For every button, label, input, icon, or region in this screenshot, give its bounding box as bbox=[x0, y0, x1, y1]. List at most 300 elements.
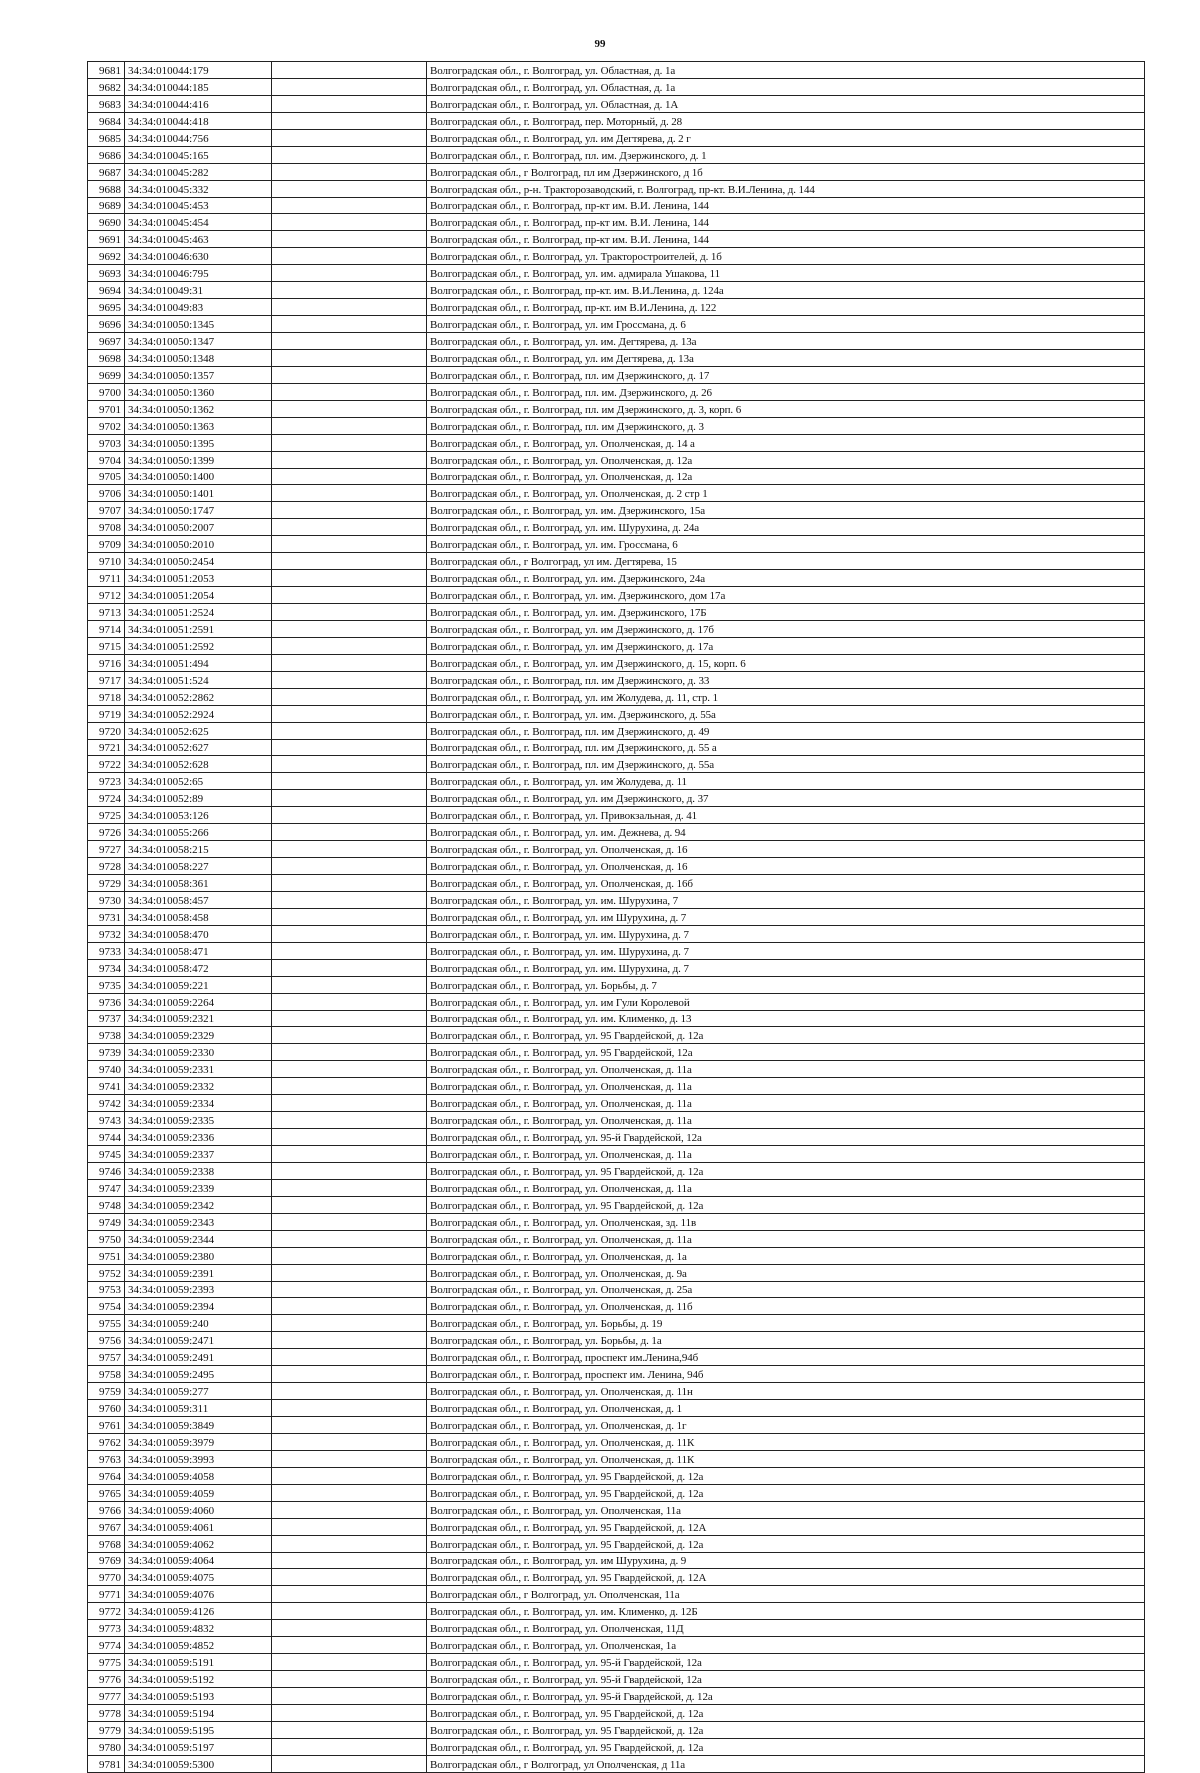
table-row bbox=[88, 875, 1145, 892]
blank-cell bbox=[272, 908, 427, 925]
blank-cell bbox=[272, 1518, 427, 1535]
address: Волгоградская обл., г. Волгоград, ул. им. Гроссмана, 6 bbox=[427, 536, 1145, 553]
address: Волгоградская обл., г. Волгоград, ул. Борьбы, д. 1а bbox=[427, 1332, 1145, 1349]
cadastral-number: 34:34:010059:2495 bbox=[125, 1366, 272, 1383]
address: Волгоградская обл., г. Волгоград, ул. им. Шурухина, д. 24а bbox=[427, 519, 1145, 536]
row-number: 9762 bbox=[88, 1433, 125, 1450]
address: Волгоградская обл., г. Волгоград, ул. Ополченская, д. 11а bbox=[427, 1095, 1145, 1112]
address: Волгоградская обл., г. Волгоград, ул. им. адмирала Ушакова, 11 bbox=[427, 265, 1145, 282]
address: Волгоградская обл., г. Волгоград, ул. им. Дзержинского, д. 55а bbox=[427, 705, 1145, 722]
table-row bbox=[88, 1298, 1145, 1315]
address: Волгоградская обл., г. Волгоград, ул. Ополченская, 11Д bbox=[427, 1620, 1145, 1637]
blank-cell bbox=[272, 1078, 427, 1095]
row-number: 9767 bbox=[88, 1518, 125, 1535]
cadastral-number: 34:34:010059:3979 bbox=[125, 1433, 272, 1450]
cadastral-number: 34:34:010050:1360 bbox=[125, 383, 272, 400]
row-number: 9739 bbox=[88, 1044, 125, 1061]
table-row bbox=[88, 1603, 1145, 1620]
table-row bbox=[88, 1044, 1145, 1061]
cadastral-number: 34:34:010050:2454 bbox=[125, 553, 272, 570]
blank-cell bbox=[272, 1671, 427, 1688]
blank-cell bbox=[272, 1332, 427, 1349]
row-number: 9738 bbox=[88, 1027, 125, 1044]
table-row bbox=[88, 468, 1145, 485]
blank-cell bbox=[272, 942, 427, 959]
address: Волгоградская обл., г. Волгоград, ул. 95 Гвардейской, 12а bbox=[427, 1044, 1145, 1061]
table-row bbox=[88, 841, 1145, 858]
blank-cell bbox=[272, 1281, 427, 1298]
blank-cell bbox=[272, 1112, 427, 1129]
address: Волгоградская обл., г. Волгоград, ул. Областная, д. 1А bbox=[427, 95, 1145, 112]
blank-cell bbox=[272, 1620, 427, 1637]
blank-cell bbox=[272, 231, 427, 248]
table-row bbox=[88, 536, 1145, 553]
address: Волгоградская обл., г. Волгоград, ул. Ополченская, д. 1г bbox=[427, 1417, 1145, 1434]
blank-cell bbox=[272, 349, 427, 366]
row-number: 9755 bbox=[88, 1315, 125, 1332]
cadastral-number: 34:34:010050:1348 bbox=[125, 349, 272, 366]
table-row bbox=[88, 1196, 1145, 1213]
address: Волгоградская обл., г. Волгоград, ул. Областная, д. 1а bbox=[427, 62, 1145, 79]
table-row bbox=[88, 265, 1145, 282]
table-row bbox=[88, 78, 1145, 95]
row-number: 9734 bbox=[88, 959, 125, 976]
blank-cell bbox=[272, 739, 427, 756]
blank-cell bbox=[272, 1383, 427, 1400]
blank-cell bbox=[272, 993, 427, 1010]
address: Волгоградская обл., г. Волгоград, ул. им Дзержинского, д. 15, корп. 6 bbox=[427, 654, 1145, 671]
blank-cell bbox=[272, 400, 427, 417]
address: Волгоградская обл., г. Волгоград, пл. им Дзержинского, д. 55 а bbox=[427, 739, 1145, 756]
cadastral-number: 34:34:010058:458 bbox=[125, 908, 272, 925]
blank-cell bbox=[272, 1417, 427, 1434]
blank-cell bbox=[272, 705, 427, 722]
blank-cell bbox=[272, 366, 427, 383]
cadastral-number: 34:34:010044:416 bbox=[125, 95, 272, 112]
row-number: 9715 bbox=[88, 637, 125, 654]
cadastral-number: 34:34:010059:2391 bbox=[125, 1264, 272, 1281]
table-row bbox=[88, 129, 1145, 146]
blank-cell bbox=[272, 1315, 427, 1332]
address: Волгоградская обл., г. Волгоград, ул. 95-й Гвардейской, 12а bbox=[427, 1671, 1145, 1688]
row-number: 9694 bbox=[88, 282, 125, 299]
cadastral-number: 34:34:010059:4075 bbox=[125, 1569, 272, 1586]
address: Волгоградская обл., г. Волгоград, ул. им. Шурухина, д. 7 bbox=[427, 959, 1145, 976]
table-row bbox=[88, 1349, 1145, 1366]
cadastral-number: 34:34:010046:795 bbox=[125, 265, 272, 282]
blank-cell bbox=[272, 197, 427, 214]
cadastral-number: 34:34:010044:756 bbox=[125, 129, 272, 146]
table-row bbox=[88, 1671, 1145, 1688]
table-row bbox=[88, 1179, 1145, 1196]
blank-cell bbox=[272, 1552, 427, 1569]
blank-cell bbox=[272, 1146, 427, 1163]
address: Волгоградская обл., г. Волгоград, пл. им Дзержинского, д. 55а bbox=[427, 756, 1145, 773]
cadastral-number: 34:34:010058:470 bbox=[125, 925, 272, 942]
blank-cell bbox=[272, 654, 427, 671]
table-row bbox=[88, 231, 1145, 248]
table-row bbox=[88, 502, 1145, 519]
address: Волгоградская обл., г. Волгоград, ул. 95 Гвардейской, д. 12а bbox=[427, 1704, 1145, 1721]
blank-cell bbox=[272, 773, 427, 790]
row-number: 9693 bbox=[88, 265, 125, 282]
address: Волгоградская обл., г. Волгоград, ул. 95 Гвардейской, д. 12а bbox=[427, 1467, 1145, 1484]
blank-cell bbox=[272, 891, 427, 908]
cadastral-number: 34:34:010059:2321 bbox=[125, 1010, 272, 1027]
table-row bbox=[88, 908, 1145, 925]
address: Волгоградская обл., г. Волгоград, ул. Борьбы, д. 7 bbox=[427, 976, 1145, 993]
address: Волгоградская обл., г. Волгоград, ул. 95 Гвардейской, д. 12а bbox=[427, 1196, 1145, 1213]
table-row bbox=[88, 1027, 1145, 1044]
cadastral-number: 34:34:010051:2592 bbox=[125, 637, 272, 654]
blank-cell bbox=[272, 1213, 427, 1230]
row-number: 9733 bbox=[88, 942, 125, 959]
cadastral-number: 34:34:010044:185 bbox=[125, 78, 272, 95]
table-row bbox=[88, 485, 1145, 502]
cadastral-number: 34:34:010051:2053 bbox=[125, 570, 272, 587]
address: Волгоградская обл., г. Волгоград, пр-кт. им. В.И.Ленина, д. 124а bbox=[427, 282, 1145, 299]
blank-cell bbox=[272, 1264, 427, 1281]
address: Волгоградская обл., г. Волгоград, ул. Ополченская, д. 11а bbox=[427, 1078, 1145, 1095]
address: Волгоградская обл., г. Волгоград, ул. им. Дзержинского, 17Б bbox=[427, 604, 1145, 621]
blank-cell bbox=[272, 1400, 427, 1417]
address: Волгоградская обл., г. Волгоград, ул. 95-й Гвардейской, 12а bbox=[427, 1654, 1145, 1671]
cadastral-table bbox=[87, 61, 1145, 1773]
table-row bbox=[88, 1518, 1145, 1535]
blank-cell bbox=[272, 536, 427, 553]
table-row bbox=[88, 299, 1145, 316]
blank-cell bbox=[272, 587, 427, 604]
table-row bbox=[88, 1400, 1145, 1417]
blank-cell bbox=[272, 1230, 427, 1247]
blank-cell bbox=[272, 1704, 427, 1721]
address: Волгоградская обл., г. Волгоград, пл. им. Дзержинского, д. 1 bbox=[427, 146, 1145, 163]
table-row bbox=[88, 705, 1145, 722]
address: Волгоградская обл., г. Волгоград, ул. Тракторостроителей, д. 1б bbox=[427, 248, 1145, 265]
table-row bbox=[88, 1688, 1145, 1705]
table-row bbox=[88, 1620, 1145, 1637]
page-number: 99 bbox=[594, 38, 606, 50]
table-row bbox=[88, 1146, 1145, 1163]
address: Волгоградская обл., г. Волгоград, ул. им. Шурухина, д. 7 bbox=[427, 925, 1145, 942]
cadastral-number: 34:34:010050:1747 bbox=[125, 502, 272, 519]
blank-cell bbox=[272, 1349, 427, 1366]
blank-cell bbox=[272, 959, 427, 976]
address: Волгоградская обл., р-н. Тракторозаводский, г. Волгоград, пр-кт. В.И.Ленина, д. 144 bbox=[427, 180, 1145, 197]
row-number: 9771 bbox=[88, 1586, 125, 1603]
row-number: 9744 bbox=[88, 1129, 125, 1146]
cadastral-number: 34:34:010059:2342 bbox=[125, 1196, 272, 1213]
cadastral-number: 34:34:010059:2331 bbox=[125, 1061, 272, 1078]
table-row bbox=[88, 400, 1145, 417]
cadastral-number: 34:34:010050:1347 bbox=[125, 333, 272, 350]
address: Волгоградская обл., г. Волгоград, пл. им. Дзержинского, д. 26 bbox=[427, 383, 1145, 400]
row-number: 9692 bbox=[88, 248, 125, 265]
blank-cell bbox=[272, 1603, 427, 1620]
table-row bbox=[88, 1637, 1145, 1654]
blank-cell bbox=[272, 1467, 427, 1484]
address: Волгоградская обл., г. Волгоград, ул. Ополченская, д. 12а bbox=[427, 468, 1145, 485]
address: Волгоградская обл., г Волгоград, ул. Ополченская, 11а bbox=[427, 1586, 1145, 1603]
blank-cell bbox=[272, 637, 427, 654]
cadastral-number: 34:34:010050:2010 bbox=[125, 536, 272, 553]
row-number: 9750 bbox=[88, 1230, 125, 1247]
blank-cell bbox=[272, 78, 427, 95]
address: Волгоградская обл., г. Волгоград, ул. Ополченская, д. 16б bbox=[427, 875, 1145, 892]
blank-cell bbox=[272, 1366, 427, 1383]
row-number: 9778 bbox=[88, 1704, 125, 1721]
cadastral-number: 34:34:010059:5193 bbox=[125, 1688, 272, 1705]
cadastral-number: 34:34:010051:2524 bbox=[125, 604, 272, 621]
row-number: 9713 bbox=[88, 604, 125, 621]
blank-cell bbox=[272, 841, 427, 858]
blank-cell bbox=[272, 604, 427, 621]
address: Волгоградская обл., г. Волгоград, ул. им Шурухина, д. 9 bbox=[427, 1552, 1145, 1569]
blank-cell bbox=[272, 333, 427, 350]
blank-cell bbox=[272, 451, 427, 468]
row-number: 9748 bbox=[88, 1196, 125, 1213]
row-number: 9765 bbox=[88, 1484, 125, 1501]
cadastral-number: 34:34:010059:2344 bbox=[125, 1230, 272, 1247]
cadastral-number: 34:34:010059:4126 bbox=[125, 1603, 272, 1620]
address: Волгоградская обл., г. Волгоград, ул. им. Дежнева, д. 94 bbox=[427, 824, 1145, 841]
cadastral-number: 34:34:010059:2491 bbox=[125, 1349, 272, 1366]
table-row bbox=[88, 1467, 1145, 1484]
row-number: 9745 bbox=[88, 1146, 125, 1163]
cadastral-number: 34:34:010059:2334 bbox=[125, 1095, 272, 1112]
table-row bbox=[88, 1654, 1145, 1671]
cadastral-number: 34:34:010059:2332 bbox=[125, 1078, 272, 1095]
blank-cell bbox=[272, 671, 427, 688]
table-row bbox=[88, 316, 1145, 333]
address: Волгоградская обл., г. Волгоград, ул. им. Шурухина, 7 bbox=[427, 891, 1145, 908]
address: Волгоградская обл., г. Волгоград, ул. Ополченская, 11а bbox=[427, 1501, 1145, 1518]
row-number: 9726 bbox=[88, 824, 125, 841]
cadastral-number: 34:34:010050:1362 bbox=[125, 400, 272, 417]
row-number: 9740 bbox=[88, 1061, 125, 1078]
table-row bbox=[88, 1569, 1145, 1586]
row-number: 9683 bbox=[88, 95, 125, 112]
cadastral-number: 34:34:010049:31 bbox=[125, 282, 272, 299]
row-number: 9772 bbox=[88, 1603, 125, 1620]
row-number: 9700 bbox=[88, 383, 125, 400]
table-row bbox=[88, 637, 1145, 654]
row-number: 9701 bbox=[88, 400, 125, 417]
cadastral-number: 34:34:010059:4064 bbox=[125, 1552, 272, 1569]
cadastral-number: 34:34:010052:625 bbox=[125, 722, 272, 739]
table-row bbox=[88, 1535, 1145, 1552]
address: Волгоградская обл., г. Волгоград, ул. им. Дзержинского, 24а bbox=[427, 570, 1145, 587]
blank-cell bbox=[272, 1654, 427, 1671]
table-row bbox=[88, 1061, 1145, 1078]
blank-cell bbox=[272, 1586, 427, 1603]
row-number: 9764 bbox=[88, 1467, 125, 1484]
row-number: 9749 bbox=[88, 1213, 125, 1230]
row-number: 9703 bbox=[88, 434, 125, 451]
address: Волгоградская обл., г. Волгоград, ул. Ополченская, д. 11а bbox=[427, 1179, 1145, 1196]
row-number: 9718 bbox=[88, 688, 125, 705]
row-number: 9747 bbox=[88, 1179, 125, 1196]
blank-cell bbox=[272, 1044, 427, 1061]
address: Волгоградская обл., г. Волгоград, ул. 95 Гвардейской, д. 12а bbox=[427, 1027, 1145, 1044]
row-number: 9735 bbox=[88, 976, 125, 993]
address: Волгоградская обл., г. Волгоград, ул. 95 Гвардейской, д. 12А bbox=[427, 1569, 1145, 1586]
table-row bbox=[88, 1484, 1145, 1501]
table-row bbox=[88, 1230, 1145, 1247]
address: Волгоградская обл., г Волгоград, ул им. Дегтярева, 15 bbox=[427, 553, 1145, 570]
blank-cell bbox=[272, 265, 427, 282]
address: Волгоградская обл., г. Волгоград, ул. Ополченская, д. 25а bbox=[427, 1281, 1145, 1298]
address: Волгоградская обл., г. Волгоград, ул. 95 Гвардейской, д. 12А bbox=[427, 1518, 1145, 1535]
address: Волгоградская обл., г. Волгоград, пл. им Дзержинского, д. 3, корп. 6 bbox=[427, 400, 1145, 417]
cadastral-number: 34:34:010059:4058 bbox=[125, 1467, 272, 1484]
table-row bbox=[88, 451, 1145, 468]
row-number: 9698 bbox=[88, 349, 125, 366]
row-number: 9725 bbox=[88, 807, 125, 824]
table-row bbox=[88, 1112, 1145, 1129]
blank-cell bbox=[272, 1637, 427, 1654]
cadastral-number: 34:34:010045:332 bbox=[125, 180, 272, 197]
cadastral-number: 34:34:010059:221 bbox=[125, 976, 272, 993]
blank-cell bbox=[272, 434, 427, 451]
address: Волгоградская обл., г. Волгоград, ул. им Дегтярева, д. 2 г bbox=[427, 129, 1145, 146]
cadastral-number: 34:34:010059:2471 bbox=[125, 1332, 272, 1349]
cadastral-number: 34:34:010049:83 bbox=[125, 299, 272, 316]
cadastral-number: 34:34:010059:2330 bbox=[125, 1044, 272, 1061]
row-number: 9761 bbox=[88, 1417, 125, 1434]
address: Волгоградская обл., г. Волгоград, ул. им Дзержинского, д. 17а bbox=[427, 637, 1145, 654]
blank-cell bbox=[272, 824, 427, 841]
row-number: 9757 bbox=[88, 1349, 125, 1366]
address: Волгоградская обл., г. Волгоград, пр-кт им. В.И. Ленина, 144 bbox=[427, 214, 1145, 231]
table-row bbox=[88, 993, 1145, 1010]
table-row bbox=[88, 1738, 1145, 1755]
row-number: 9705 bbox=[88, 468, 125, 485]
row-number: 9691 bbox=[88, 231, 125, 248]
cadastral-number: 34:34:010059:5300 bbox=[125, 1755, 272, 1772]
cadastral-number: 34:34:010044:418 bbox=[125, 112, 272, 129]
blank-cell bbox=[272, 62, 427, 79]
blank-cell bbox=[272, 925, 427, 942]
blank-cell bbox=[272, 163, 427, 180]
table-row bbox=[88, 824, 1145, 841]
blank-cell bbox=[272, 1450, 427, 1467]
blank-cell bbox=[272, 1755, 427, 1772]
address: Волгоградская обл., г. Волгоград, ул. 95 Гвардейской, д. 12а bbox=[427, 1535, 1145, 1552]
table-row bbox=[88, 1078, 1145, 1095]
table-row bbox=[88, 1332, 1145, 1349]
address: Волгоградская обл., г. Волгоград, ул. Ополченская, д. 11а bbox=[427, 1061, 1145, 1078]
blank-cell bbox=[272, 1738, 427, 1755]
blank-cell bbox=[272, 1484, 427, 1501]
table-row bbox=[88, 197, 1145, 214]
address: Волгоградская обл., г. Волгоград, ул. Ополченская, д. 11н bbox=[427, 1383, 1145, 1400]
row-number: 9743 bbox=[88, 1112, 125, 1129]
address: Волгоградская обл., г. Волгоград, ул. Ополченская, д. 11К bbox=[427, 1450, 1145, 1467]
address: Волгоградская обл., г. Волгоград, ул. Ополченская, д. 1а bbox=[427, 1247, 1145, 1264]
row-number: 9760 bbox=[88, 1400, 125, 1417]
row-number: 9719 bbox=[88, 705, 125, 722]
row-number: 9774 bbox=[88, 1637, 125, 1654]
cadastral-number: 34:34:010059:311 bbox=[125, 1400, 272, 1417]
table-row bbox=[88, 1281, 1145, 1298]
row-number: 9752 bbox=[88, 1264, 125, 1281]
blank-cell bbox=[272, 248, 427, 265]
blank-cell bbox=[272, 282, 427, 299]
address: Волгоградская обл., г. Волгоград, ул. 95 Гвардейской, д. 12а bbox=[427, 1721, 1145, 1738]
table-row bbox=[88, 146, 1145, 163]
address: Волгоградская обл., г. Волгоград, ул. 95 Гвардейской, д. 12а bbox=[427, 1162, 1145, 1179]
row-number: 9769 bbox=[88, 1552, 125, 1569]
table-row bbox=[88, 1162, 1145, 1179]
address: Волгоградская обл., г. Волгоград, пр-кт. им В.И.Ленина, д. 122 bbox=[427, 299, 1145, 316]
cadastral-number: 34:34:010058:215 bbox=[125, 841, 272, 858]
cadastral-number: 34:34:010059:2329 bbox=[125, 1027, 272, 1044]
table-row bbox=[88, 722, 1145, 739]
cadastral-number: 34:34:010045:453 bbox=[125, 197, 272, 214]
table-row bbox=[88, 383, 1145, 400]
table-row bbox=[88, 1417, 1145, 1434]
blank-cell bbox=[272, 146, 427, 163]
address: Волгоградская обл., г. Волгоград, ул. им. Клименко, д. 13 bbox=[427, 1010, 1145, 1027]
address: Волгоградская обл., г. Волгоград, ул. им. Дзержинского, дом 17а bbox=[427, 587, 1145, 604]
table-row bbox=[88, 1552, 1145, 1569]
address: Волгоградская обл., г. Волгоград, ул. Областная, д. 1а bbox=[427, 78, 1145, 95]
table-row bbox=[88, 1213, 1145, 1230]
row-number: 9685 bbox=[88, 129, 125, 146]
row-number: 9714 bbox=[88, 620, 125, 637]
table-row bbox=[88, 587, 1145, 604]
cadastral-number: 34:34:010059:4852 bbox=[125, 1637, 272, 1654]
cadastral-number: 34:34:010045:282 bbox=[125, 163, 272, 180]
cadastral-number: 34:34:010050:1357 bbox=[125, 366, 272, 383]
blank-cell bbox=[272, 1196, 427, 1213]
table-row bbox=[88, 807, 1145, 824]
table-row bbox=[88, 1586, 1145, 1603]
address: Волгоградская обл., г. Волгоград, ул. Ополченская, 1а bbox=[427, 1637, 1145, 1654]
address: Волгоградская обл., г. Волгоград, ул. Ополченская, д. 1 bbox=[427, 1400, 1145, 1417]
blank-cell bbox=[272, 180, 427, 197]
cadastral-number: 34:34:010044:179 bbox=[125, 62, 272, 79]
row-number: 9711 bbox=[88, 570, 125, 587]
table-row bbox=[88, 180, 1145, 197]
table-row bbox=[88, 95, 1145, 112]
cadastral-number: 34:34:010050:1400 bbox=[125, 468, 272, 485]
cadastral-number: 34:34:010059:4832 bbox=[125, 1620, 272, 1637]
row-number: 9697 bbox=[88, 333, 125, 350]
table-row bbox=[88, 553, 1145, 570]
address: Волгоградская обл., г. Волгоград, ул. 95 Гвардейской, д. 12а bbox=[427, 1738, 1145, 1755]
table-row bbox=[88, 790, 1145, 807]
table-row bbox=[88, 248, 1145, 265]
blank-cell bbox=[272, 570, 427, 587]
table-row bbox=[88, 654, 1145, 671]
row-number: 9707 bbox=[88, 502, 125, 519]
row-number: 9770 bbox=[88, 1569, 125, 1586]
blank-cell bbox=[272, 519, 427, 536]
address: Волгоградская обл., г. Волгоград, ул. Ополченская, зд. 11в bbox=[427, 1213, 1145, 1230]
row-number: 9746 bbox=[88, 1162, 125, 1179]
blank-cell bbox=[272, 95, 427, 112]
table-row bbox=[88, 959, 1145, 976]
address: Волгоградская обл., г. Волгоград, ул. им Дзержинского, д. 37 bbox=[427, 790, 1145, 807]
blank-cell bbox=[272, 417, 427, 434]
blank-cell bbox=[272, 485, 427, 502]
row-number: 9753 bbox=[88, 1281, 125, 1298]
address: Волгоградская обл., г. Волгоград, проспект им. Ленина, 94б bbox=[427, 1366, 1145, 1383]
cadastral-number: 34:34:010059:4060 bbox=[125, 1501, 272, 1518]
cadastral-number: 34:34:010052:627 bbox=[125, 739, 272, 756]
